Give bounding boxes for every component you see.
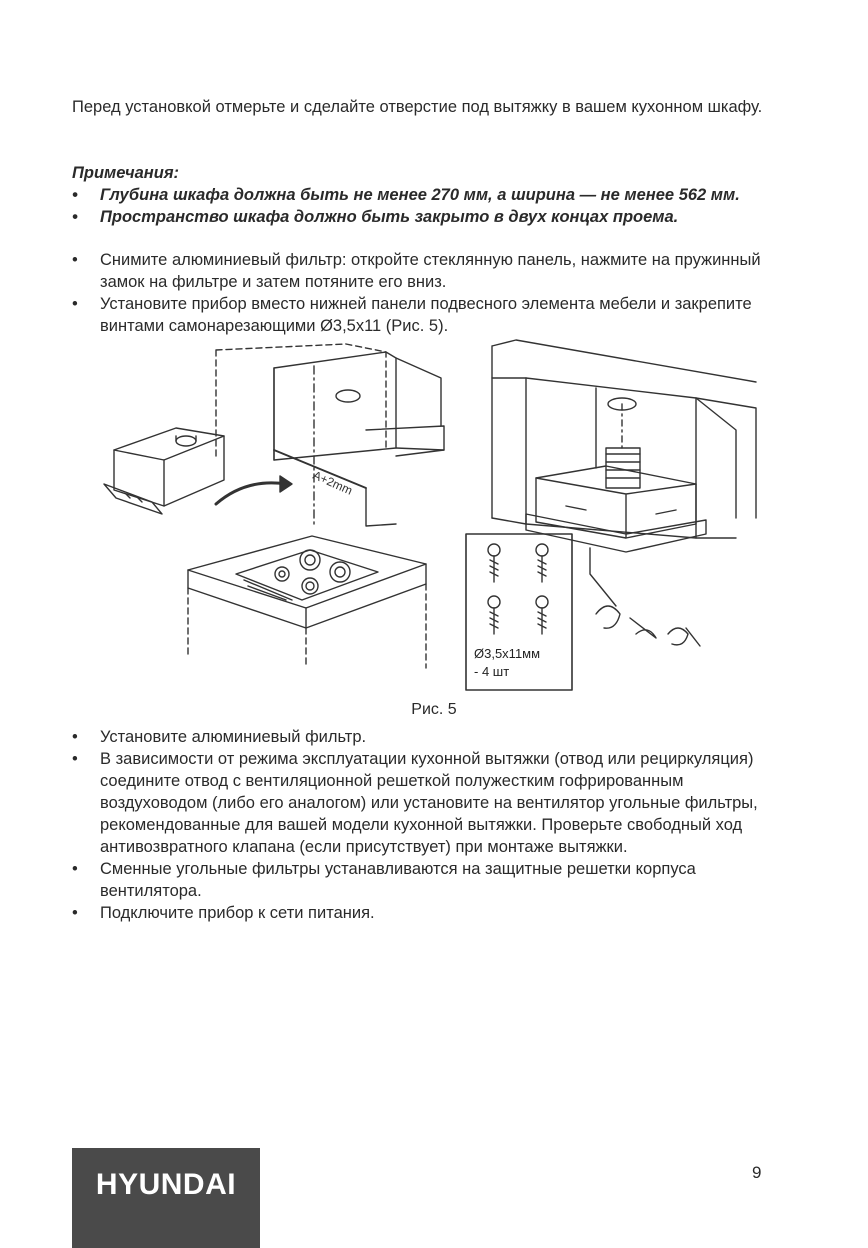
screw-icon bbox=[536, 596, 548, 634]
step-item: • Снимите алюминиевый фильтр: откройте стеклянную панель, нажмите на пружинный замок на фильтре и затем потяните его вниз. bbox=[72, 249, 772, 293]
right-cabinet bbox=[492, 340, 756, 538]
brand-logo-text: HYUNDAI bbox=[95, 1168, 237, 1201]
left-cabinets bbox=[216, 344, 444, 528]
screws-detail bbox=[596, 606, 700, 646]
steps-after-list bbox=[72, 726, 772, 924]
installation-figure bbox=[96, 338, 772, 698]
left-hood bbox=[104, 428, 224, 514]
intro-paragraph: Перед установкой отмерьте и сделайте отверстие под вытяжку в вашем кухонном шкафу. bbox=[72, 98, 763, 116]
leader-line bbox=[590, 548, 616, 606]
note-item: • Глубина шкафа должна быть не менее 270 мм, а ширина — не менее 562 мм. bbox=[72, 184, 772, 206]
notes-list bbox=[72, 184, 772, 228]
step-item: • В зависимости от режима эксплуатации кухонной вытяжки (отвод или рециркуляция) соедините отвод с вентиляционной решеткой полужестким гофрированным воздуховодом (либо его аналогом) или установите на вентилятор угольные фильтры, рекомендованные для вашей модели кухонной вытяжки. Проверьте свободный ход антивозвратного клапана (если присутствует) при монтаже вытяжки. bbox=[72, 748, 772, 858]
page-number: 9 bbox=[752, 1163, 762, 1182]
screw-label-size: Ø3,5х11мм bbox=[474, 646, 541, 661]
figure-caption: Рис. 5 bbox=[411, 701, 457, 718]
dimension-label: A+2mm bbox=[310, 467, 355, 498]
screw-label-count: - 4 шт bbox=[474, 664, 510, 679]
installation-illustration bbox=[96, 338, 772, 698]
cooktop bbox=[188, 536, 426, 668]
step-item: • Подключите прибор к сети питания. bbox=[72, 902, 772, 924]
step-item: • Установите прибор вместо нижней панели подвесного элемента мебели и закрепите винтами самонарезающими Ø3,5х11 (Рис. 5). bbox=[72, 293, 772, 337]
move-arrow bbox=[216, 483, 286, 504]
step-item: • Установите алюминиевый фильтр. bbox=[72, 726, 772, 748]
arrow-head-icon bbox=[280, 476, 292, 492]
screw-icon bbox=[488, 544, 500, 582]
screws-box bbox=[466, 534, 572, 690]
brand-logo bbox=[72, 1148, 260, 1248]
step-item: • Сменные угольные фильтры устанавливаются на защитные решетки корпуса вентилятора. bbox=[72, 858, 772, 902]
screw-icon bbox=[488, 596, 500, 634]
notes-title: Примечания: bbox=[72, 164, 180, 182]
steps-before-list bbox=[72, 249, 772, 337]
note-item: • Пространство шкафа должно быть закрыто в двух концах проема. bbox=[72, 206, 772, 228]
screw-icon bbox=[536, 544, 548, 582]
